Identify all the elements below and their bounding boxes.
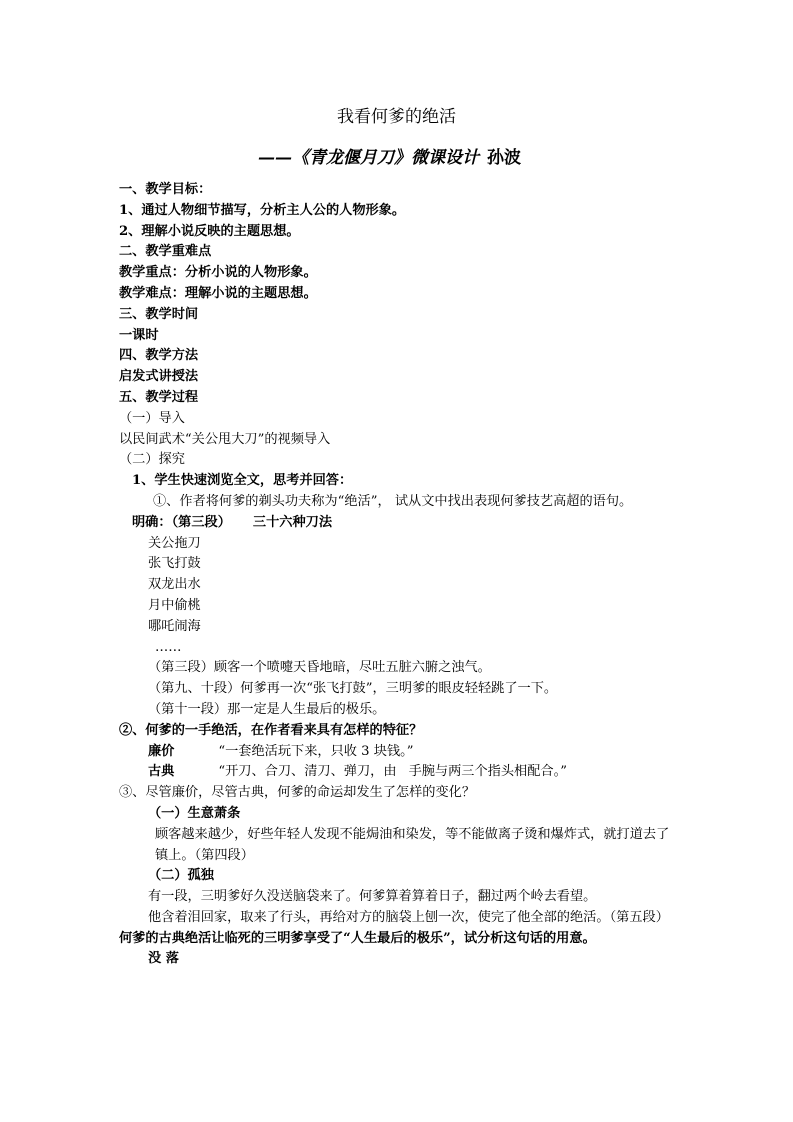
answer-text: 三十六种刀法	[252, 514, 333, 530]
text-line: 1、通过人物细节描写，分析主人公的人物形象。	[119, 202, 406, 218]
author-name: 孙波	[487, 148, 521, 168]
answer-line	[119, 513, 679, 534]
text-line: 2、理解小说反映的主题思想。	[119, 223, 300, 239]
subsection-heading: （二）探究	[119, 452, 185, 468]
subsection-heading: （一）生意萧条	[148, 805, 241, 821]
question-line: ③、尽管廉价，尽管古典，何爹的命运却发生了怎样的变化？	[119, 785, 476, 801]
page-title: 我看何爹的绝活	[337, 107, 456, 127]
text-line: 以民间武术“关公甩大刀”的视频导入	[119, 431, 331, 447]
text-line: 教学重点：分析小说的人物形象。	[119, 265, 317, 281]
paragraph: 有一段，三明爹好久没送脑袋来了。何爹算着算着日子，翻过两个岭去看望。	[148, 889, 597, 905]
text-line: 一课时	[119, 327, 159, 343]
question-line: ①、作者将何爹的剃头功夫称为“绝活”， 试从文中找出表现何爹技艺高超的语句。	[153, 493, 633, 509]
question-line: 何爹的古典绝活让临死的三明爹享受了“人生最后的极乐”，试分析这句话的用意。	[119, 930, 596, 946]
feature-label: 古典	[148, 764, 175, 780]
list-item: 双龙出水	[148, 577, 201, 593]
ellipsis-line: ……	[155, 639, 182, 655]
section-heading: 五、教学过程	[119, 389, 199, 405]
subsection-heading: （一）导入	[119, 410, 185, 426]
subsection-heading: （二）孤独	[148, 868, 214, 884]
quote-line: （第三段）顾客一个喷嚏天昏地暗，尽吐五脏六腑之浊气。	[148, 660, 491, 676]
paragraph-text: 顾客越来越少，好些年轻人发现不能焗油和染发，等不能做离子烫和爆炸式，就打道去了镇上。（第四段）	[155, 826, 670, 863]
paragraph-text: 他含着泪回家，取来了行头，再给对方的脑袋上刨一次，使完了他全部的绝活。（第五段）	[148, 909, 669, 925]
section-heading: 三、教学时间	[119, 306, 199, 322]
feature-quote: “一套绝活玩下来，只收 3 块钱。”	[218, 743, 414, 759]
subtitle-text: ——《青龙偃月刀》微课设计	[258, 148, 479, 168]
section-heading: 二、教学重难点	[119, 244, 212, 260]
paragraph	[119, 825, 679, 867]
section-heading: 四、教学方法	[119, 348, 199, 364]
page-subtitle	[258, 146, 521, 170]
list-item: 哪吒闹海	[148, 618, 201, 634]
feature-line	[119, 762, 679, 783]
text-line: 教学难点：理解小说的主题思想。	[119, 285, 317, 301]
question-line: 1、学生快速浏览全文，思考并回答：	[132, 473, 353, 489]
answer-label: 明确：（第三段）	[132, 514, 231, 530]
text-line: 启发式讲授法	[119, 369, 199, 385]
feature-line	[119, 742, 679, 763]
answer-line: 没 落	[148, 951, 179, 967]
document-body	[119, 180, 679, 970]
paragraph	[119, 908, 679, 929]
quote-line: （第九、十段）何爹再一次“张飞打鼓”，三明爹的眼皮轻轻跳了一下。	[148, 681, 558, 697]
quote-line: （第十一段）那一定是人生最后的极乐。	[148, 701, 386, 717]
list-item: 月中偷桃	[148, 597, 201, 613]
list-item: 关公拖刀	[148, 535, 201, 551]
section-heading: 一、教学目标：	[119, 182, 212, 197]
question-line: ②、何爹的一手绝活，在作者看来具有怎样的特征？	[119, 722, 423, 738]
feature-label: 廉价	[148, 743, 175, 759]
list-item: 张飞打鼓	[148, 556, 201, 572]
feature-quote: “开刀、合刀、清刀、弹刀，由	[218, 764, 397, 780]
feature-quote-end: 手腕与两三个指头相配合。”	[408, 764, 567, 780]
